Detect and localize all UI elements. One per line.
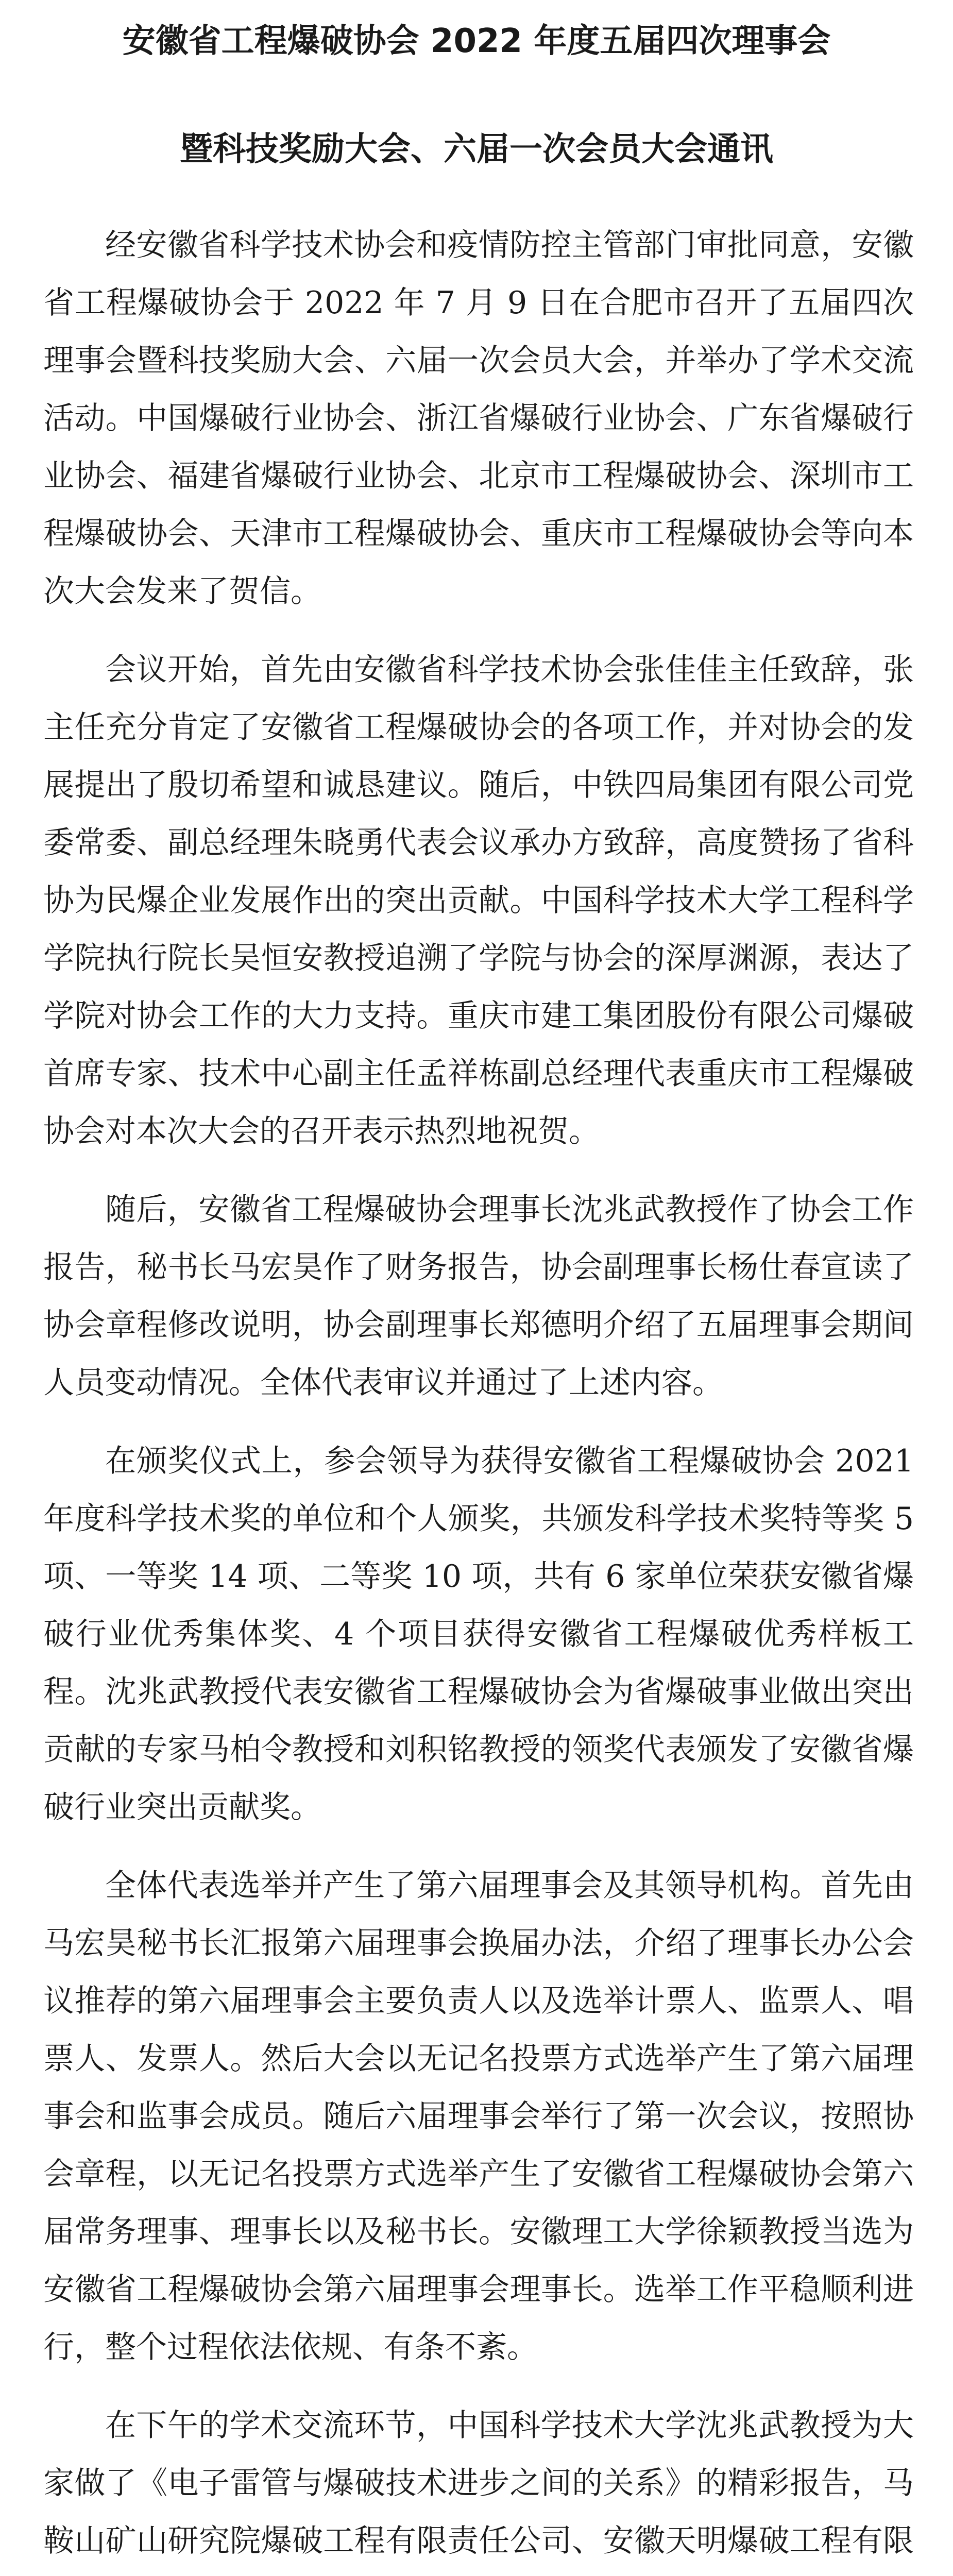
paragraph-awards: 在颁奖仪式上，参会领导为获得安徽省工程爆破协会 2021 年度科学技术奖的单位和个人颁奖，共颁发科学技术奖特等奖 5 项、一等奖 14 项、二等奖 10 项，共有 6 家单位荣获安徽省爆破行业优秀集体奖、4 个项目获得安徽省工程爆破优秀样板工程。沈兆武教授代表安徽省工程爆破协会为省爆破事业做出突出贡献的专家马柏令教授和刘积铭教授的领奖代表颁发了安徽省爆破行业突出贡献奖。: [43, 1443, 914, 1825]
document-title-line-2: 暨科技奖励大会、六届一次会员大会通讯: [180, 130, 773, 168]
document-title-line-1: 安徽省工程爆破协会 2022 年度五届四次理事会: [122, 22, 831, 60]
paragraph-academic-exchange: 在下午的学术交流环节，中国科学技术大学沈兆武教授为大家做了《电子雷管与爆破技术进步之间的关系》的精彩报告，马鞍山矿山研究院爆破工程有限责任公司、安徽天明爆破工程有限: [43, 2408, 914, 2559]
document-body: [43, 216, 914, 2576]
paragraph-election: 全体代表选举并产生了第六届理事会及其领导机构。首先由马宏昊秘书长汇报第六届理事会换届办法，介绍了理事长办公会议推荐的第六届理事会主要负责人以及选举计票人、监票人、唱票人、发票人。然后大会以无记名投票方式选举产生了第六届理事会和监事会成员。随后六届理事会举行了第一次会议，按照协会章程，以无记名投票方式选举产生了安徽省工程爆破协会第六届常务理事、理事长以及秘书长。安徽理工大学徐颖教授当选为安徽省工程爆破协会第六届理事会理事长。选举工作平稳顺利进行，整个过程依法依规、有条不紊。: [43, 1868, 914, 2365]
paragraph-reports: 随后，安徽省工程爆破协会理事长沈兆武教授作了协会工作报告，秘书长马宏昊作了财务报告，协会副理事长杨仕春宣读了协会章程修改说明，协会副理事长郑德明介绍了五届理事会期间人员变动情况。全体代表审议并通过了上述内容。: [43, 1192, 914, 1401]
paragraph-speeches: 会议开始，首先由安徽省科学技术协会张佳佳主任致辞，张主任充分肯定了安徽省工程爆破协会的各项工作，并对协会的发展提出了殷切希望和诚恳建议。随后，中铁四局集团有限公司党委常委、副总经理朱晓勇代表会议承办方致辞，高度赞扬了省科协为民爆企业发展作出的突出贡献。中国科学技术大学工程科学学院执行院长吴恒安教授追溯了学院与协会的深厚渊源，表达了学院对协会工作的大力支持。重庆市建工集团股份有限公司爆破首席专家、技术中心副主任孟祥栋副总经理代表重庆市工程爆破协会对本次大会的召开表示热烈地祝贺。: [43, 652, 914, 1149]
paragraph-opening: 经安徽省科学技术协会和疫情防控主管部门审批同意，安徽省工程爆破协会于 2022 年 7 月 9 日在合肥市召开了五届四次理事会暨科技奖励大会、六届一次会员大会，并举办了学术交流活动。中国爆破行业协会、浙江省爆破行业协会、广东省爆破行业协会、福建省爆破行业协会、北京市工程爆破协会、深圳市工程爆破协会、天津市工程爆破协会、重庆市工程爆破协会等向本次大会发来了贺信。: [43, 227, 914, 609]
